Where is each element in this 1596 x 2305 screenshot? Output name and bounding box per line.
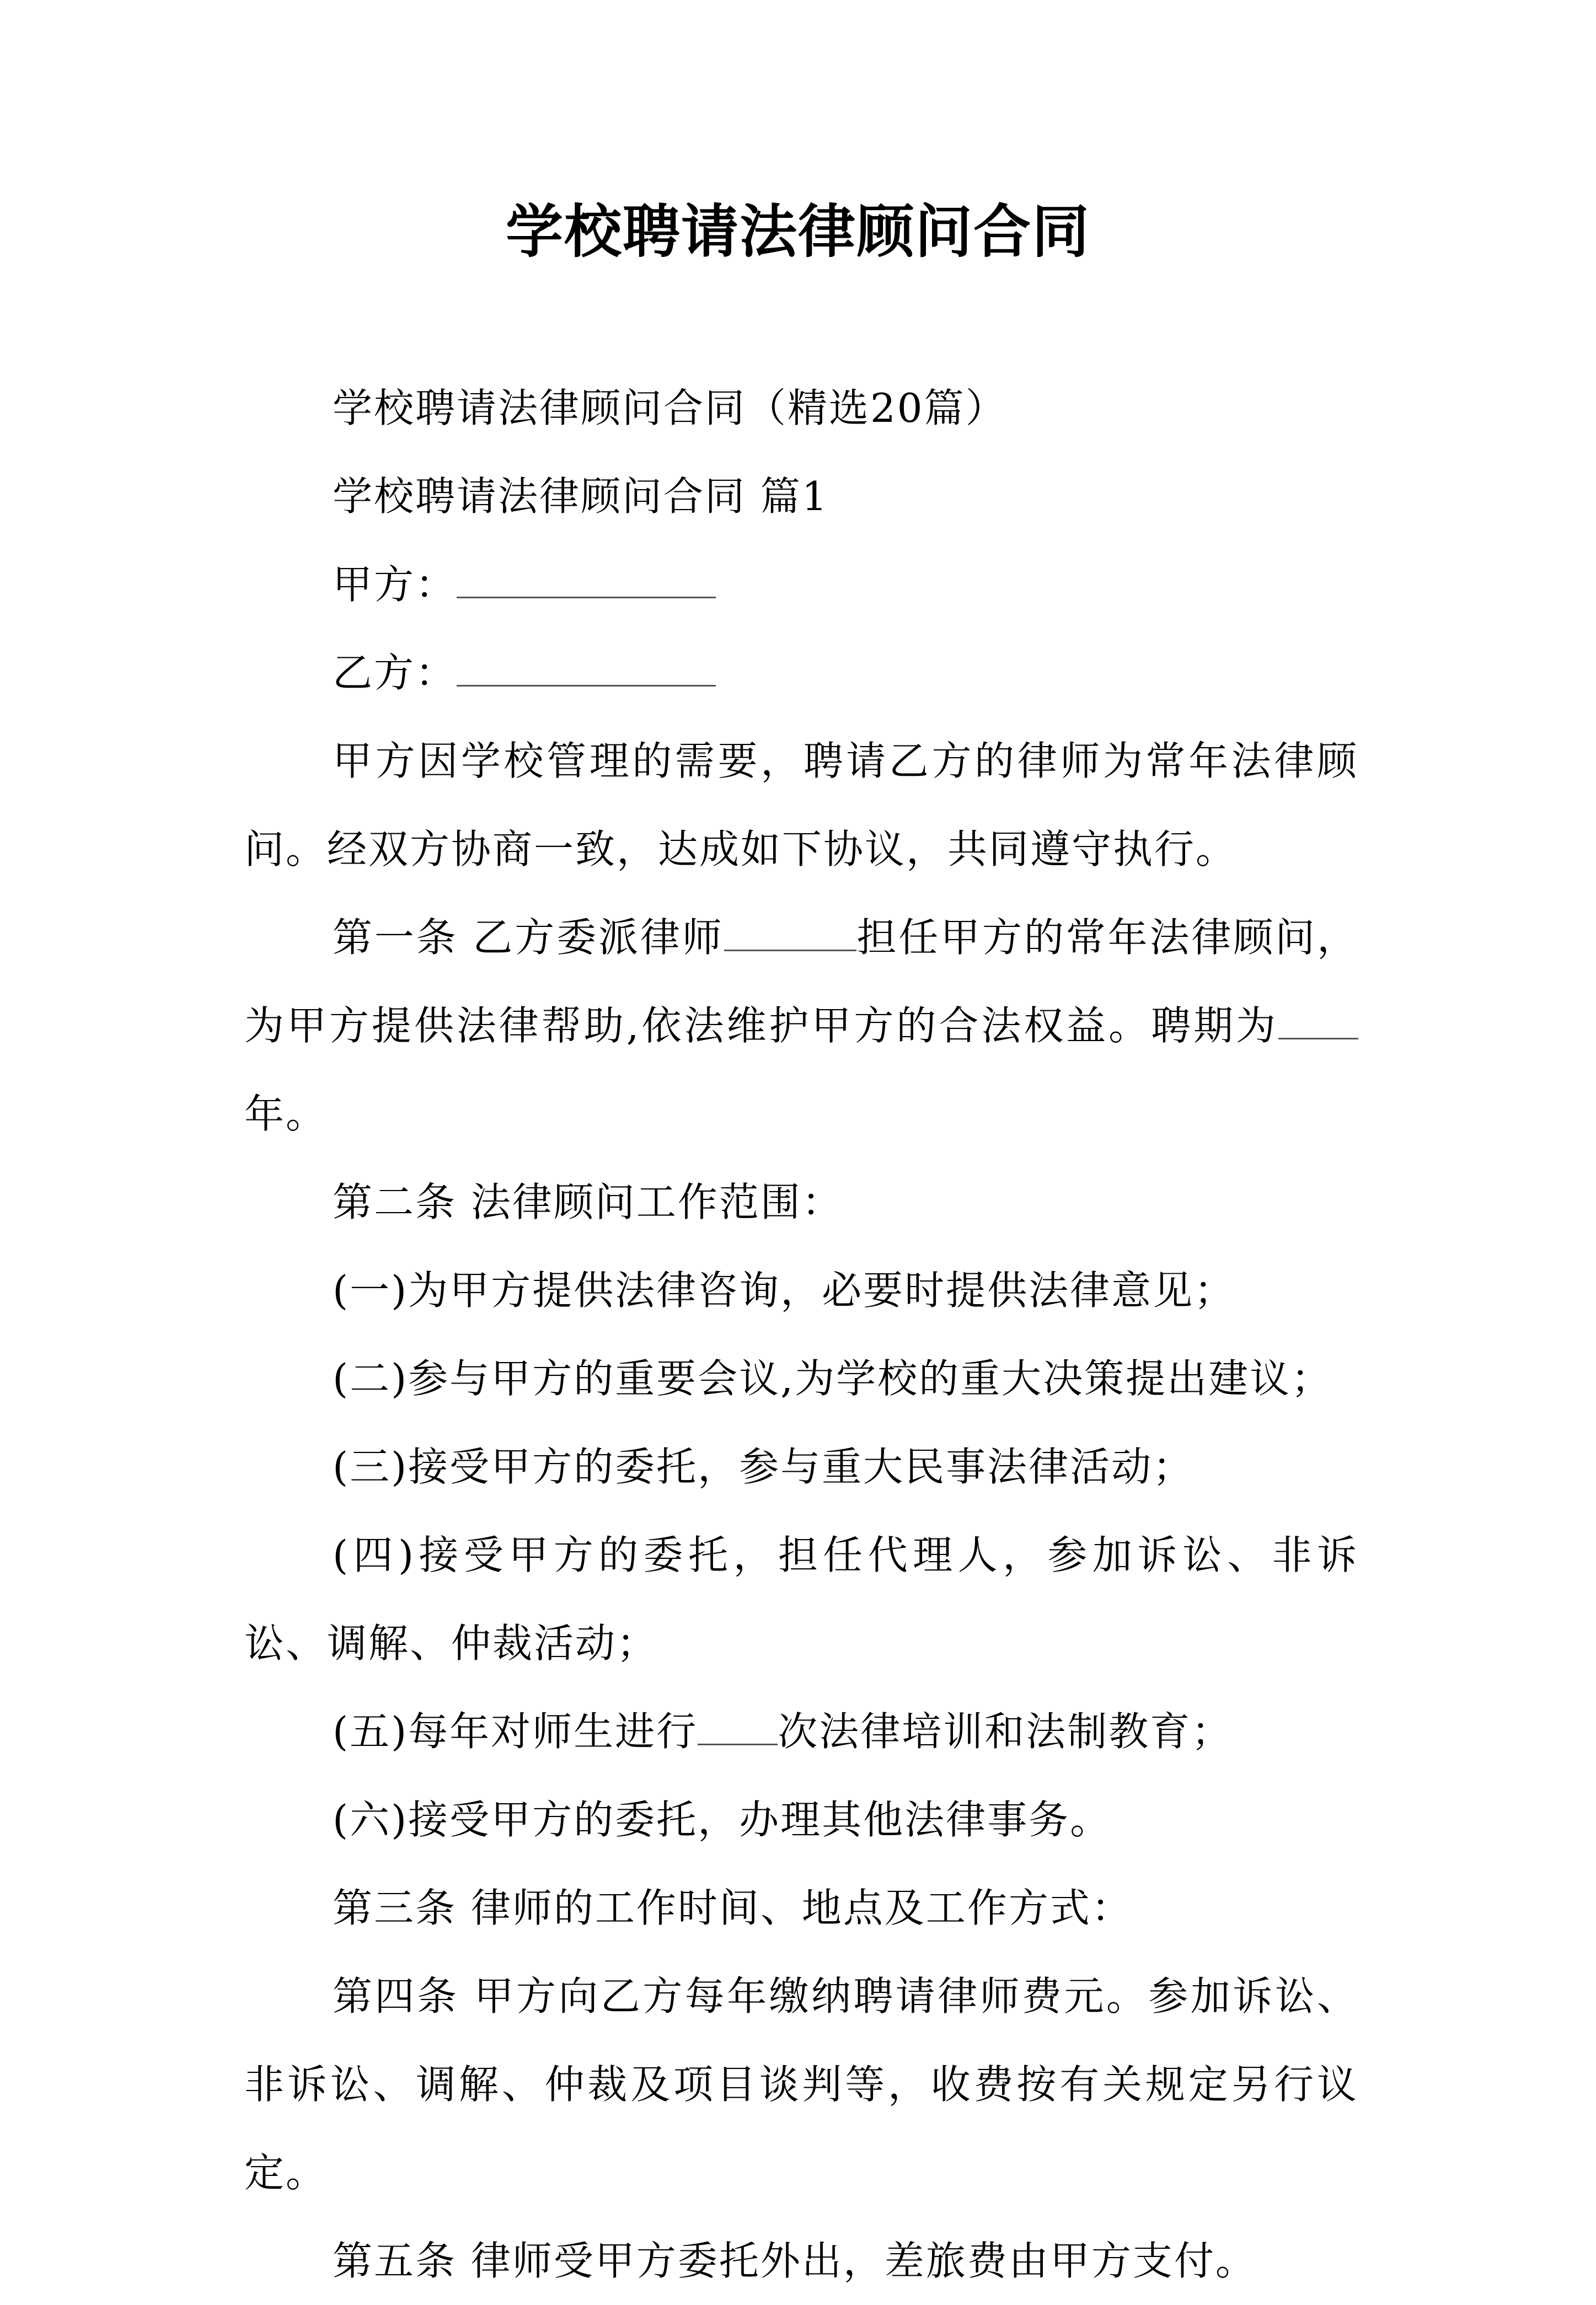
lawyer-name-blank (724, 915, 856, 951)
party-a-label: 甲方： (333, 561, 457, 608)
article-1 (244, 893, 1358, 1158)
party-a-blank (457, 562, 716, 598)
term-years-blank (1278, 1004, 1358, 1039)
article-5: 第五条 律师受甲方委托外出，差旅费由甲方支付。 (333, 2238, 1257, 2284)
scope-item-5-part-b: 次法律培训和法制教育； (778, 1708, 1233, 1755)
section-heading: 学校聘请法律顾问合同 篇1 (333, 473, 829, 519)
scope-item-3: (三)接受甲方的委托，参与重大民事法律活动； (333, 1444, 1195, 1490)
scope-item-5-part-a: (五)每年对师生进行 (333, 1708, 698, 1755)
document-body (244, 364, 1358, 2305)
scope-item-6: (六)接受甲方的委托，办理其他法律事务。 (333, 1797, 1112, 1843)
party-b-label: 乙方： (333, 650, 457, 696)
scope-item-2: (二)参与甲方的重要会议,为学校的重大决策提出建议； (333, 1355, 1333, 1402)
training-count-blank (698, 1709, 778, 1745)
scope-item-5 (244, 1687, 1358, 1776)
party-b-blank (457, 651, 716, 687)
article-2: 第二条 法律顾问工作范围： (333, 1179, 843, 1225)
party-a-line (244, 540, 1358, 629)
subtitle: 学校聘请法律顾问合同（精选20篇） (333, 385, 1007, 431)
scope-item-4: (四)接受甲方的委托，担任代理人，参加诉讼、非诉讼、调解、仲裁活动； (244, 1532, 1358, 1666)
intro-paragraph: 甲方因学校管理的需要，聘请乙方的律师为常年法律顾问。经双方协商一致，达成如下协议，共同遵守执行。 (244, 738, 1358, 872)
article-1-part-a: 第一条 乙方委派律师 (333, 914, 724, 961)
party-b-line (244, 629, 1358, 717)
article-1-part-b: 担任甲方的常年法律顾问，为甲方提供法律帮助,依法维护甲方的合法权益。聘期为 (244, 914, 1358, 1049)
article-3: 第三条 律师的工作时间、地点及工作方式： (333, 1885, 1133, 1931)
article-4: 第四条 甲方向乙方每年缴纳聘请律师费元。参加诉讼、非诉讼、调解、仲裁及项目谈判等，收费按有关规定另行议定。 (244, 1973, 1358, 2196)
article-1-part-c: 年。 (244, 1091, 328, 1137)
scope-item-1: (一)为甲方提供法律咨询，必要时提供法律意见； (333, 1267, 1236, 1314)
document-title: 学校聘请法律顾问合同 (505, 197, 1090, 265)
